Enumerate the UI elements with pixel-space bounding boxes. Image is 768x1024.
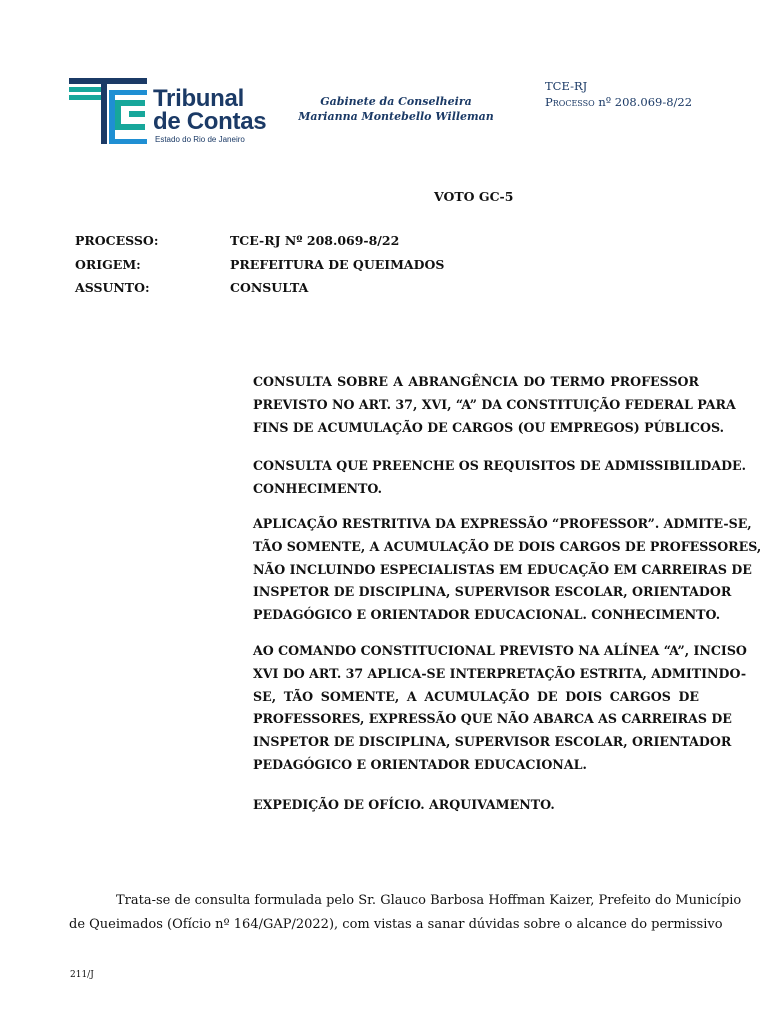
body-line-2: de Queimados (Ofício nº 164/GAP/2022), com vistas a sanar dúvidas sobre o alcance do permissivo bbox=[69, 917, 723, 932]
ementa-line: XVI DO ART. 37 APLICA-SE INTERPRETAÇÃO ESTRITA, ADMITINDO- bbox=[253, 665, 747, 681]
ementa-line: EXPEDIÇÃO DE OFÍCIO. ARQUIVAMENTO. bbox=[253, 797, 555, 812]
ementa-line: PROFESSORES, EXPRESSÃO QUE NÃO ABARCA AS CARREIRAS DE bbox=[253, 711, 732, 727]
field-value-assunto: CONSULTA bbox=[230, 280, 309, 295]
emblem-bar-teal-2 bbox=[69, 95, 101, 100]
process-ref-label: Processo bbox=[545, 95, 595, 109]
field-value-origem: PREFEITURA DE QUEIMADOS bbox=[230, 257, 445, 272]
ementa-line: CONHECIMENTO. bbox=[253, 480, 382, 496]
office-line-1: Gabinete da Conselheira bbox=[320, 95, 472, 108]
ementa-line: CONSULTA SOBRE A ABRANGÊNCIA DO TERMO PROFESSOR bbox=[253, 374, 699, 389]
field-label-assunto: ASSUNTO: bbox=[75, 280, 150, 295]
ementa-line: PEDAGÓGICO E ORIENTADOR EDUCACIONAL. bbox=[253, 756, 587, 772]
process-ref bbox=[545, 94, 692, 110]
court-ref: TCE-RJ bbox=[545, 79, 588, 93]
ementa-line: NÃO INCLUINDO ESPECIALISTAS EM EDUCAÇÃO EM CARREIRAS DE bbox=[253, 561, 752, 577]
ementa-line: CONSULTA QUE PREENCHE OS REQUISITOS DE ADMISSIBILIDADE. bbox=[253, 458, 747, 473]
ementa-paragraph-4 bbox=[253, 640, 747, 777]
ementa-line: TÃO SOMENTE, A ACUMULAÇÃO DE DOIS CARGOS DE PROFESSORES, bbox=[253, 538, 762, 554]
ementa-line: AO COMANDO CONSTITUCIONAL PREVISTO NA ALÍNEA “A”, INCISO bbox=[253, 643, 747, 658]
ementa-line: INSPETOR DE DISCIPLINA, SUPERVISOR ESCOLAR, ORIENTADOR bbox=[253, 584, 732, 600]
emblem-bar-navy-top bbox=[69, 78, 147, 84]
ementa-line: PEDAGÓGICO E ORIENTADOR EDUCACIONAL. CONHECIMENTO. bbox=[253, 607, 721, 623]
process-ref-value: nº 208.069-8/22 bbox=[598, 95, 693, 109]
logo-word-tribunal: Tribunal bbox=[153, 85, 244, 112]
body-line-1: Trata-se de consulta formulada pelo Sr. Glauco Barbosa Hoffman Kaizer, Prefeito do Município bbox=[116, 893, 742, 908]
emblem-c-blue bbox=[109, 90, 115, 144]
emblem-bar-teal-1 bbox=[69, 87, 101, 92]
ementa-line: SE, TÃO SOMENTE, A ACUMULAÇÃO DE DOIS CARGOS DE bbox=[253, 688, 699, 704]
tribunal-de-contas-logo bbox=[69, 78, 267, 148]
ementa-line: APLICAÇÃO RESTRITIVA DA EXPRESSÃO “PROFESSOR”. ADMITE-SE, bbox=[253, 516, 752, 531]
ementa-paragraph-2 bbox=[253, 455, 747, 501]
footer-code: 211/J bbox=[70, 970, 94, 980]
ementa-paragraph-1 bbox=[253, 371, 736, 439]
document-title: VOTO GC-5 bbox=[434, 189, 514, 204]
ementa-paragraph-3 bbox=[253, 513, 762, 627]
logo-word-de-contas: de Contas bbox=[153, 108, 267, 135]
ementa-paragraph-5 bbox=[253, 794, 699, 817]
ementa-line: PREVISTO NO ART. 37, XVI, “A” DA CONSTITUIÇÃO FEDERAL PARA bbox=[253, 396, 736, 412]
ementa-line: FINS DE ACUMULAÇÃO DE CARGOS (OU EMPREGOS) PÚBLICOS. bbox=[253, 419, 724, 435]
ementa-line: INSPETOR DE DISCIPLINA, SUPERVISOR ESCOLAR, ORIENTADOR bbox=[253, 734, 732, 750]
tce-emblem-icon bbox=[69, 78, 151, 148]
emblem-stem-navy bbox=[101, 84, 107, 144]
office-line-2: Marianna Montebello Willeman bbox=[298, 110, 494, 123]
field-label-origem: ORIGEM: bbox=[75, 257, 141, 272]
field-label-processo: PROCESSO: bbox=[75, 233, 159, 248]
field-value-processo: TCE-RJ Nº 208.069-8/22 bbox=[230, 233, 400, 248]
logo-subtitle: Estado do Rio de Janeiro bbox=[155, 135, 245, 144]
